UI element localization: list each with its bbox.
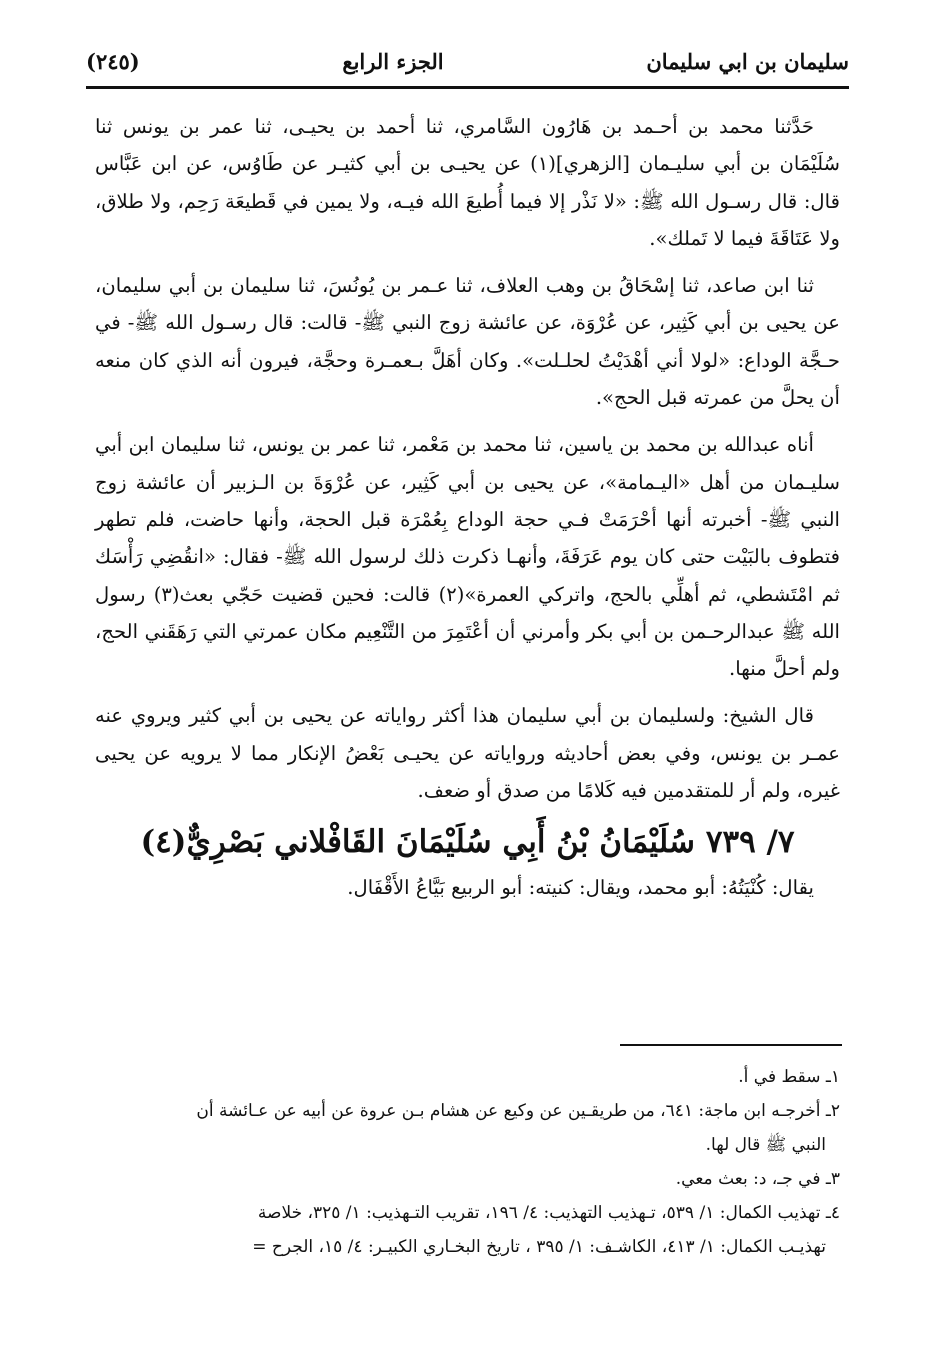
footnote-2-continued: النبي ﷺ قال لها. (705, 1135, 826, 1155)
footnote-4: ٤ـ تهذيب الكمال: ١/ ٥٣٩، تـهذيب التهذيب: ٤/ ١٩٦، تقريب التـهذيب: ١/ ٣٢٥، خلاصة (257, 1203, 840, 1223)
paragraph-3: أناه عبدالله بن محمد بن ياسين، ثنا محمد بن مَعْمر، ثنا عمر بن يونس، ثنا سليمان ابن أبي سليـمان من أهل «اليـمامة»، عن يحيى بن أبي كَثِير، عن عُرْوَةَ بن الـزبير أن عائشة زوج النبي ﷺ- أخبرته أنها أحْرَمَتْ فـي حجة الوداع بِعُمْرَة قبل الحجة، وأنها حاضت، فلم تطهر فتطوف بالبَيْت حتى كان يوم عَرَفَةَ، وأنهـا ذكرت ذلك لرسول الله ﷺ- فقال: «انقُضِي رَأْسَك ثم امْتَشطي، ثم أهلِّي بالحج، واتركي العمرة»(٢) قالت: فحين قضيت حَجّي بعث(٣) رسول الله ﷺ عبدالرحـمن بن أبي بكر وأمرني أن أعْتَمِرَ من التَّنْعِيم مكان عمرتي التي رَهَقَني الحج، ولم أحلَّ منها. (95, 433, 840, 681)
footnote-2: ٢ـ أخرجـه ابن ماجة: ٦٤١، من طريقـين عن وكيع عن هشام بـن عروة عن أبيه عن عـائشة أن (196, 1101, 840, 1121)
paragraph-4: قال الشيخ: ولسليمان بن أبي سليمان هذا أكثر رواياته عن يحيى بن أبي كثير ويروي عنه عمـر بن يونس، وفي بعض أحاديثه ورواياته عن يحيـى بَعْضُ الإنكار مما لا يرويه عن يحيى غيره، ولم أر للمتقدمين فيه كَلامًا من صدق أو ضعف. (95, 704, 840, 803)
page-number: (٢٤٥) (86, 48, 140, 74)
volume-label: الجزء الرابع (342, 48, 444, 74)
paragraph-2: ثنا ابن صاعد، ثنا إسْحَاقُ بن وهب العلاف، ثنا عـمر بن يُونُسَ، ثنا سليمان بن أبي سليمان، عن يحيى بن أبي كَثِير، عن عُرْوَة، عن عائشة زوج النبي ﷺ- قالت: قال رسـول الله ﷺ- في حـجَّة الوداع: «لولا أني أهْدَيْتُ لحلـلت». وكان أهَلَّ بـعمـرة وحجَّة، فيرون أنه الذي كان منعه أن يحلَّ من عمرته قبل الحج». (95, 274, 840, 410)
header-divider (86, 86, 849, 89)
footnote-divider (620, 1044, 842, 1046)
paragraph-1: حَدَّثنا محمد بن أحـمد بن هَارُون السَّامري، ثنا أحمد بن يحيـى، ثنا عمر بن يونس ثنا سُلَيْمَان بن أبي سليـمان [الزهري](١) عن يحيـى بن أبي كثيـر عن طَاوُس، عن ابن عَبَّاس قال: قال رسـول الله ﷺ: «لا نَذْر إلا فيما أُطيعَ الله فيـه، ولا يمين في قَطيعَة رَحِم، ولا طلاق، ولا عَتَاقَةَ فيما لا تَملك». (95, 115, 840, 250)
footnotes (86, 1062, 840, 1266)
footnote-3: ٣ـ في جـ، د: بعث معي. (675, 1169, 840, 1189)
main-text (95, 108, 840, 917)
entry-title: ٧/ ٧٣٩ سُلَيْمَانُ بْنُ أَبِي سُلَيْمَانَ القَافْلاني بَصْرِيٌّ(٤) (140, 824, 795, 861)
entry-line: يقال: كُنْيَتُهُ: أبو محمد، ويقال: كنيته: أبو الربيع بَيَّاعُ الأَقْفَال. (347, 876, 814, 900)
footnote-1: ١ـ سقط في أ. (738, 1067, 840, 1087)
running-header (86, 38, 849, 84)
book-name: سليمان بن ابي سليمان (646, 48, 849, 74)
footnote-4-continued: تهذيـب الكمال: ١/ ٤١٣، الكاشـف: ١/ ٣٩٥ ، تاريخ البخـاري الكبيـر: ٤/ ١٥، الجرح = (252, 1237, 826, 1257)
